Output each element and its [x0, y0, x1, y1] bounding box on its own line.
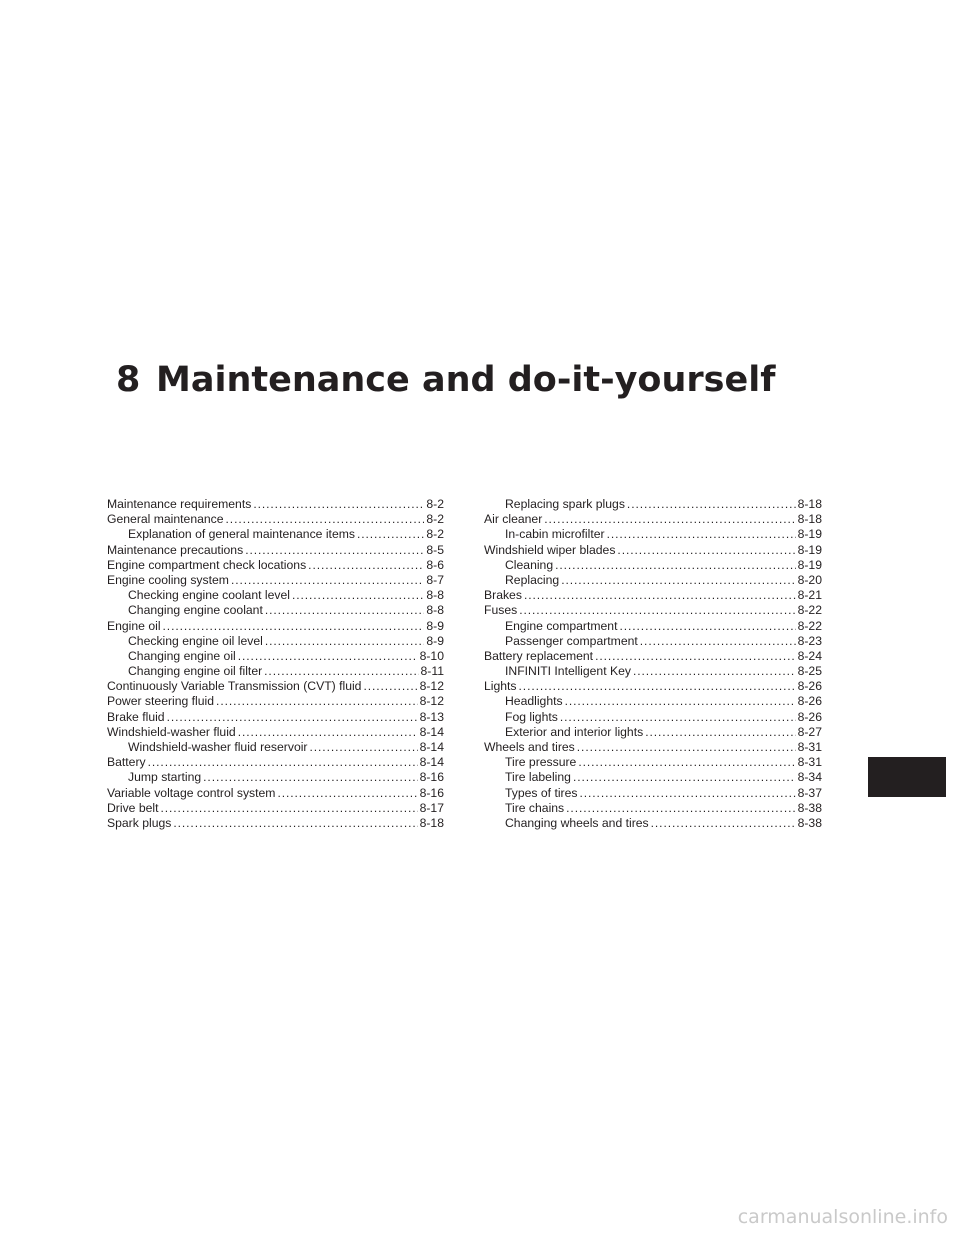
toc-entry[interactable] — [107, 558, 444, 573]
toc-dot-leader — [253, 497, 424, 512]
toc-entry-page: 8-2 — [426, 512, 444, 527]
toc-entry-page: 8-25 — [797, 664, 822, 679]
toc-entry-page: 8-2 — [426, 527, 444, 542]
toc-entry-label: Tire chains — [505, 800, 565, 815]
toc-entry-label: Brake fluid — [107, 709, 165, 724]
toc-entry[interactable] — [107, 573, 444, 588]
toc-dot-leader — [578, 755, 795, 770]
toc-entry[interactable] — [484, 649, 822, 664]
toc-entry-label: Fog lights — [505, 709, 558, 724]
toc-entry-label: INFINITI Intelligent Key — [505, 664, 631, 679]
toc-entry-label: In-cabin microfilter — [505, 527, 605, 542]
toc-entry-label: Maintenance precautions — [107, 542, 244, 557]
toc-entry-page: 8-11 — [420, 664, 444, 679]
toc-entry-page: 8-19 — [797, 527, 822, 542]
toc-entry-label: Engine compartment — [505, 618, 618, 633]
toc-entry[interactable] — [107, 512, 444, 527]
toc-entry-label: Changing wheels and tires — [505, 815, 649, 830]
toc-dot-leader — [265, 634, 425, 649]
toc-entry[interactable] — [484, 664, 822, 679]
toc-entry[interactable] — [484, 770, 822, 785]
toc-entry-page: 8-26 — [797, 709, 822, 724]
toc-entry-label: Variable voltage control system — [107, 785, 276, 800]
toc-entry-page: 8-38 — [797, 800, 822, 815]
toc-dot-leader — [651, 816, 796, 831]
toc-dot-leader — [595, 649, 796, 664]
toc-entry-page: 8-31 — [797, 755, 822, 770]
toc-entry-label: Changing engine oil filter — [128, 664, 263, 679]
toc-dot-leader — [245, 543, 424, 558]
toc-dot-leader — [544, 512, 795, 527]
toc-entry-label: Fuses — [484, 603, 518, 618]
toc-entry-label: Windshield-washer fluid reservoir — [128, 740, 308, 754]
toc-dot-leader — [524, 588, 796, 603]
toc-dot-leader — [203, 770, 417, 785]
toc-dot-leader — [617, 543, 795, 558]
toc-dot-leader — [277, 786, 417, 801]
toc-entry[interactable] — [484, 558, 822, 573]
toc-entry[interactable] — [484, 816, 822, 831]
toc-entry-label: Battery — [107, 755, 146, 770]
toc-entry[interactable] — [107, 786, 444, 801]
toc-entry-label: Replacing — [505, 572, 560, 587]
toc-entry[interactable] — [107, 740, 444, 755]
toc-entry-page: 8-12 — [419, 694, 444, 709]
toc-entry[interactable] — [107, 588, 444, 603]
toc-entry-page: 8-5 — [426, 542, 444, 557]
toc-entry-label: Replacing spark plugs — [505, 497, 625, 511]
toc-entry-label: Checking engine coolant level — [128, 588, 290, 603]
toc-dot-leader — [264, 664, 418, 679]
toc-entry[interactable] — [107, 694, 444, 709]
toc-entry-page: 8-16 — [419, 785, 444, 800]
toc-entry-page: 8-12 — [419, 679, 444, 694]
toc-entry-page: 8-8 — [426, 588, 444, 603]
toc-left-column — [107, 497, 444, 831]
toc-entry[interactable] — [107, 816, 444, 831]
toc-entry-page: 8-22 — [797, 603, 822, 618]
toc-entry[interactable] — [484, 786, 822, 801]
toc-dot-leader — [160, 801, 417, 816]
toc-dot-leader — [238, 649, 418, 664]
toc-entry[interactable] — [484, 603, 822, 618]
toc-dot-leader — [363, 679, 417, 694]
toc-entry-label: Jump starting — [128, 770, 202, 785]
toc-entry-page: 8-27 — [797, 724, 822, 739]
toc-entry[interactable] — [107, 755, 444, 770]
toc-entry[interactable] — [484, 573, 822, 588]
toc-entry[interactable] — [107, 649, 444, 664]
toc-dot-leader — [607, 527, 796, 542]
toc-entry-page: 8-19 — [797, 557, 822, 572]
toc-entry-label: Windshield-washer fluid — [107, 724, 236, 739]
toc-dot-leader — [619, 619, 795, 634]
toc-entry-label: Checking engine oil level — [128, 633, 263, 648]
toc-dot-leader — [163, 619, 425, 634]
toc-entry-label: Cleaning — [505, 557, 554, 572]
toc-entry[interactable] — [107, 619, 444, 634]
toc-entry-label: Explanation of general maintenance items — [128, 527, 355, 542]
toc-dot-leader — [167, 710, 418, 725]
toc-dot-leader — [357, 527, 424, 542]
toc-dot-leader — [308, 558, 424, 573]
toc-dot-leader — [645, 725, 795, 740]
toc-entry-page: 8-23 — [797, 633, 822, 648]
chapter-title — [116, 360, 775, 400]
toc-entry[interactable] — [484, 679, 822, 694]
toc-entry-label: Continuously Variable Transmission (CVT) fluid — [107, 679, 362, 694]
toc-entry-page: 8-14 — [419, 740, 444, 754]
toc-dot-leader — [216, 694, 418, 709]
toc-entry[interactable] — [484, 694, 822, 709]
toc-entry-label: Engine compartment check locations — [107, 557, 307, 572]
toc-dot-leader — [633, 664, 796, 679]
toc-entry[interactable] — [484, 710, 822, 725]
toc-entry[interactable] — [484, 527, 822, 542]
toc-entry-page: 8-26 — [797, 679, 822, 694]
toc-entry-page: 8-9 — [426, 618, 444, 633]
toc-entry-label: Changing engine coolant — [128, 603, 263, 618]
toc-dot-leader — [519, 603, 795, 618]
toc-entry[interactable] — [107, 543, 444, 558]
toc-dot-leader — [627, 497, 796, 512]
toc-entry-page: 8-20 — [797, 572, 822, 587]
toc-entry-page: 8-16 — [419, 770, 444, 785]
toc-entry-label: Types of tires — [505, 785, 578, 800]
toc-entry-label: Headlights — [505, 694, 563, 709]
toc-entry-label: Power steering fluid — [107, 694, 215, 709]
toc-entry[interactable] — [484, 725, 822, 740]
toc-entry-page: 8-9 — [426, 633, 444, 648]
toc-entry-label: Changing engine oil — [128, 648, 236, 663]
toc-dot-leader — [577, 740, 796, 755]
toc-entry-page: 8-37 — [797, 785, 822, 800]
toc-entry-page: 8-38 — [797, 815, 822, 830]
toc-entry-page: 8-17 — [419, 800, 444, 815]
toc-dot-leader — [640, 634, 796, 649]
toc-entry[interactable] — [107, 801, 444, 816]
toc-entry-label: Exterior and interior lights — [505, 724, 644, 739]
toc-dot-leader — [561, 573, 795, 588]
toc-entry-page: 8-26 — [797, 694, 822, 709]
toc-entry-page: 8-22 — [797, 618, 822, 633]
toc-entry-page: 8-18 — [797, 497, 822, 511]
toc-dot-leader — [579, 786, 795, 801]
toc-dot-leader — [148, 755, 418, 770]
toc-entry-page: 8-24 — [797, 648, 822, 663]
toc-entry-label: Wheels and tires — [484, 740, 575, 754]
toc-entry-label: Spark plugs — [107, 815, 172, 830]
toc-dot-leader — [573, 770, 796, 785]
toc-entry-page: 8-14 — [419, 755, 444, 770]
toc-entry[interactable] — [484, 740, 822, 755]
toc-entry-label: Brakes — [484, 588, 522, 603]
toc-entry-label: Tire labeling — [505, 770, 571, 785]
chapter-title-text: Maintenance and do-it-yourself — [156, 360, 776, 400]
toc-entry[interactable] — [484, 619, 822, 634]
toc-entry[interactable] — [107, 725, 444, 740]
toc-entry[interactable] — [107, 679, 444, 694]
toc-entry-page: 8-14 — [419, 724, 444, 739]
toc-dot-leader — [292, 588, 424, 603]
toc-entry-page: 8-18 — [797, 512, 822, 527]
chapter-number: 8 — [116, 360, 141, 400]
toc-dot-leader — [238, 725, 418, 740]
toc-entry-page: 8-19 — [797, 542, 822, 557]
toc-entry-label: Windshield wiper blades — [484, 542, 616, 557]
toc-entry[interactable] — [484, 634, 822, 649]
watermark: carmanualsonline.info — [737, 1206, 948, 1228]
toc-entry[interactable] — [107, 770, 444, 785]
toc-entry-page: 8-8 — [426, 603, 444, 618]
toc-entry-label: General maintenance — [107, 512, 224, 527]
toc-dot-leader — [565, 694, 796, 709]
toc-entry-page: 8-7 — [426, 572, 444, 587]
toc-entry-label: Lights — [484, 679, 517, 694]
toc-entry-label: Air cleaner — [484, 512, 543, 527]
toc-entry[interactable] — [484, 497, 822, 512]
toc-dot-leader — [231, 573, 424, 588]
toc-entry-page: 8-34 — [797, 770, 822, 785]
toc-dot-leader — [173, 816, 417, 831]
toc-entry[interactable] — [484, 755, 822, 770]
toc-dot-leader — [555, 558, 795, 573]
toc-entry-label: Battery replacement — [484, 648, 594, 663]
toc-entry-label: Tire pressure — [505, 755, 577, 770]
toc-dot-leader — [310, 740, 418, 755]
toc-dot-leader — [226, 512, 425, 527]
toc-entry[interactable] — [107, 634, 444, 649]
toc-entry[interactable] — [484, 543, 822, 558]
toc-entry[interactable] — [107, 527, 444, 542]
toc-entry[interactable] — [107, 664, 444, 679]
toc-entry-page: 8-2 — [426, 497, 444, 511]
toc-entry-label: Engine cooling system — [107, 572, 229, 587]
toc-entry-page: 8-21 — [797, 588, 822, 603]
toc-entry-page: 8-10 — [419, 648, 444, 663]
toc-entry-label: Passenger compartment — [505, 633, 638, 648]
toc-entry-label: Engine oil — [107, 618, 161, 633]
toc-entry[interactable] — [107, 497, 444, 512]
toc-entry[interactable] — [107, 710, 444, 725]
chapter-tab-marker — [868, 757, 946, 797]
toc-right-column — [484, 497, 822, 831]
toc-entry-page: 8-18 — [419, 815, 444, 830]
toc-entry[interactable] — [484, 801, 822, 816]
toc-entry-page: 8-6 — [426, 557, 444, 572]
toc-dot-leader — [566, 801, 795, 816]
toc-entry-label: Maintenance requirements — [107, 497, 252, 511]
toc-entry-label: Drive belt — [107, 800, 159, 815]
toc-dot-leader — [560, 710, 796, 725]
toc-entry-page: 8-13 — [419, 709, 444, 724]
toc-entry-page: 8-31 — [797, 740, 822, 754]
toc-dot-leader — [519, 679, 796, 694]
toc-dot-leader — [265, 603, 425, 618]
toc-entry[interactable] — [484, 512, 822, 527]
toc-entry[interactable] — [484, 588, 822, 603]
toc-entry[interactable] — [107, 603, 444, 618]
